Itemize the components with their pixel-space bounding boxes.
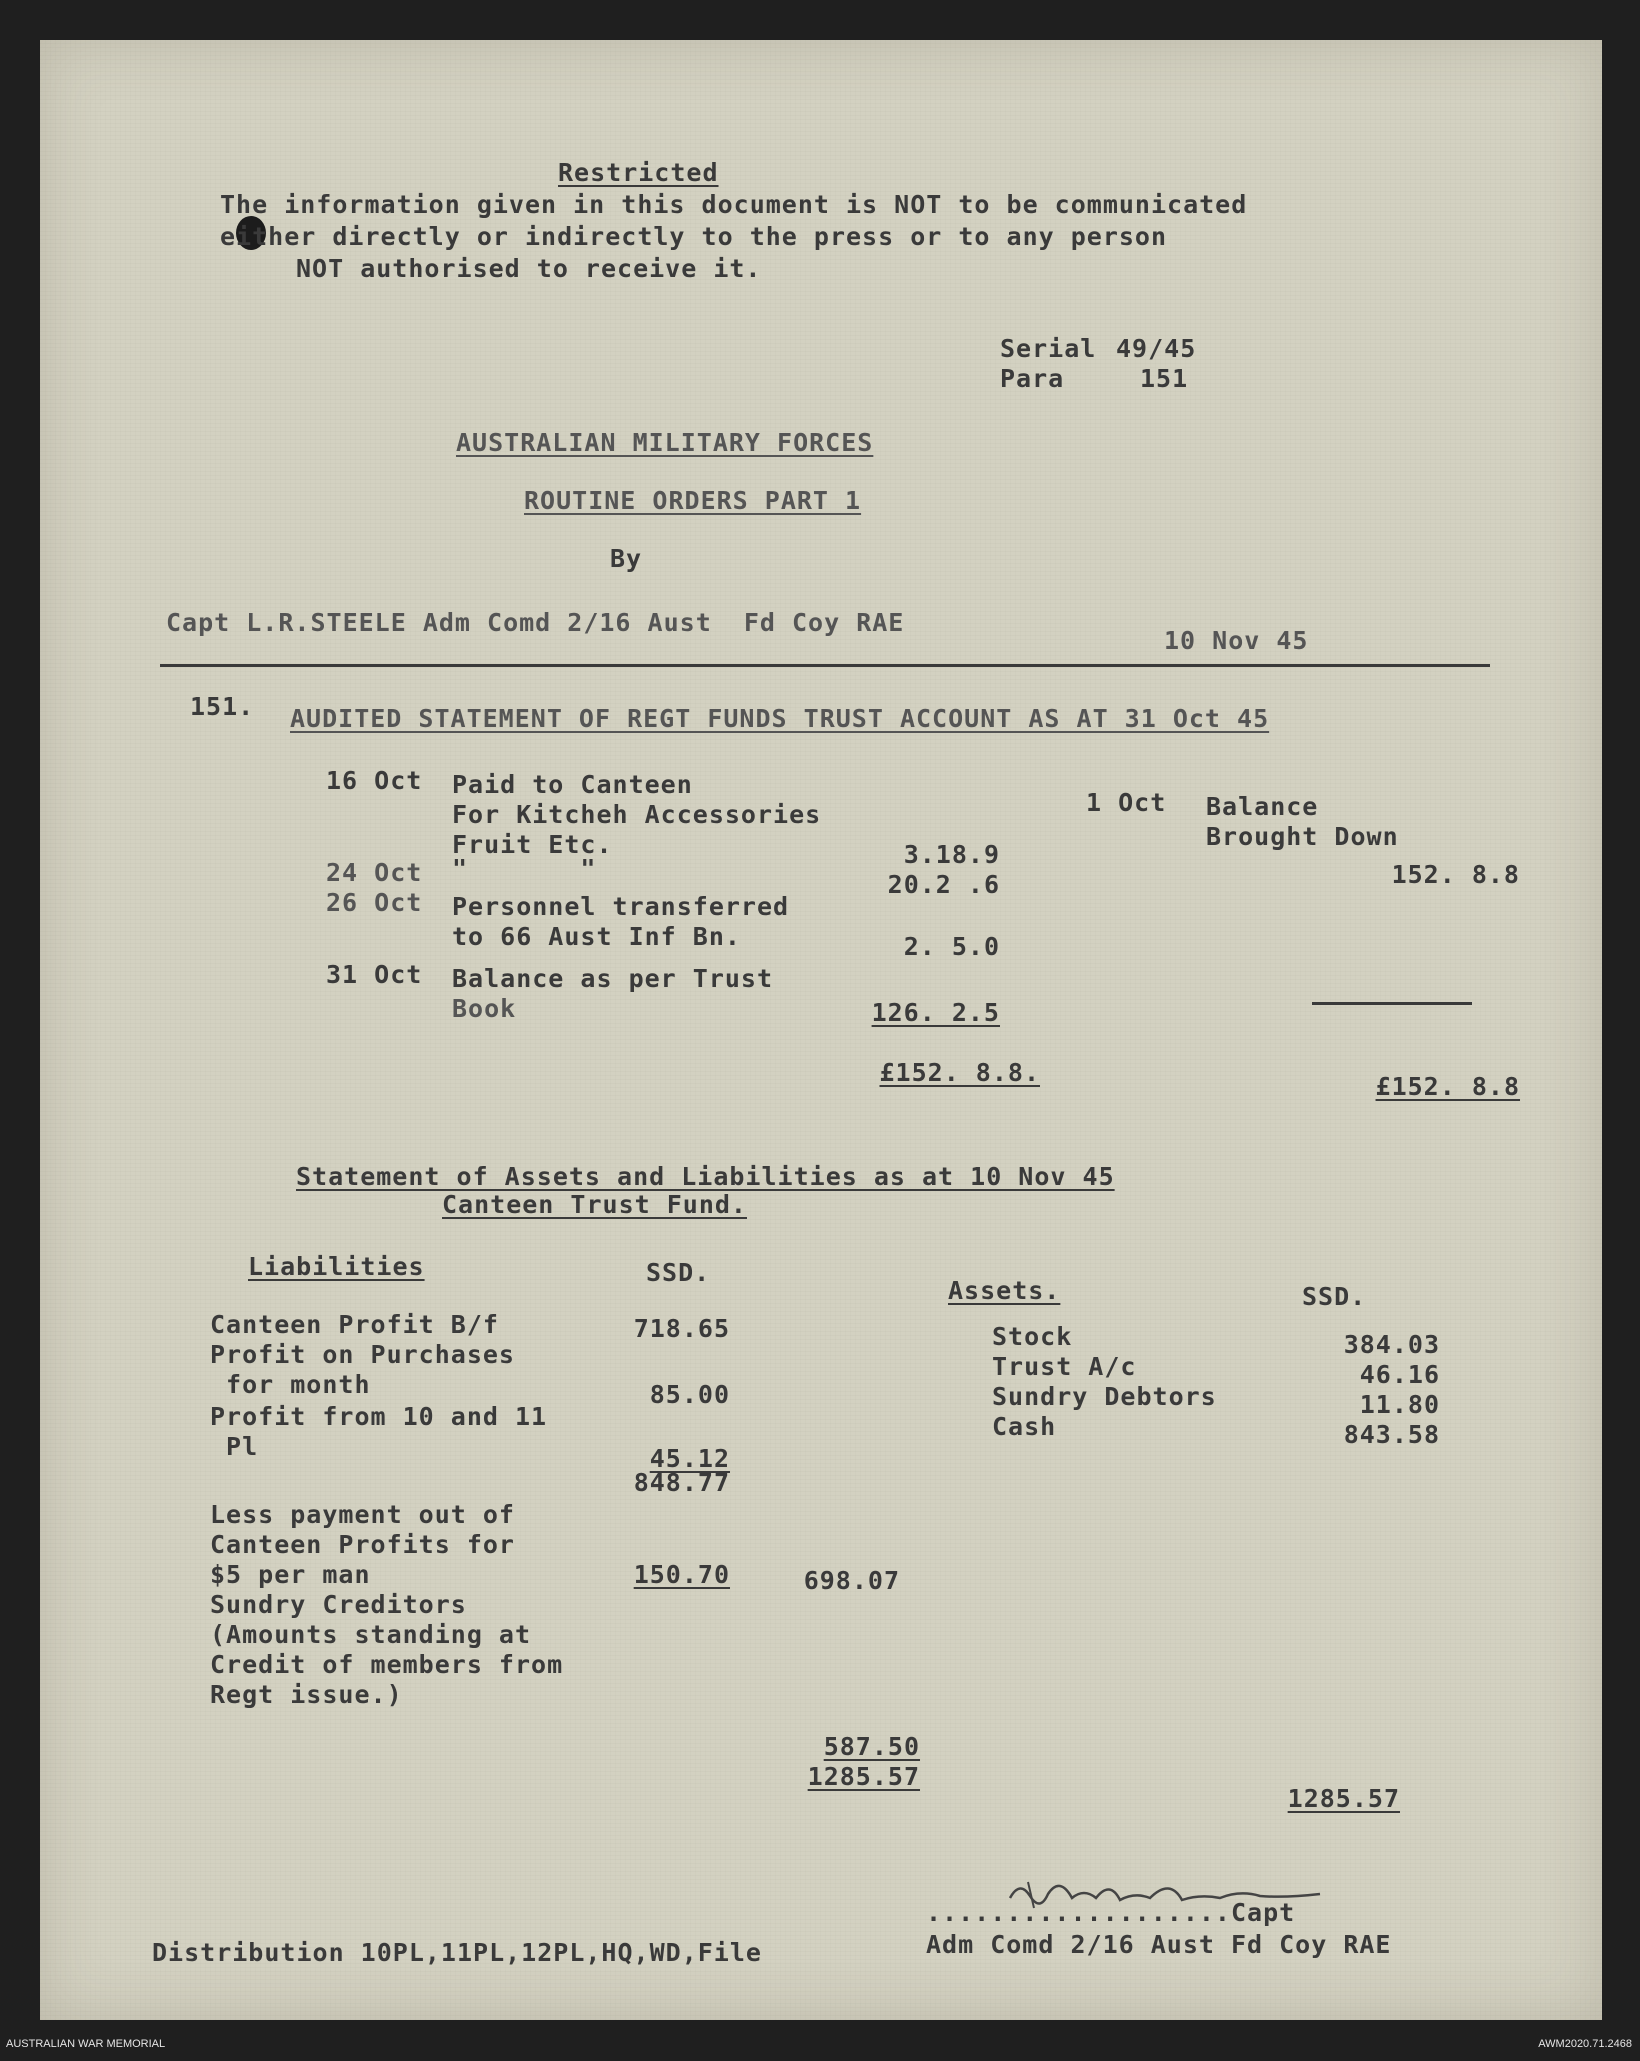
sundry-creditors-line: Credit of members from xyxy=(210,1650,564,1679)
debit-date: 16 Oct xyxy=(326,766,423,795)
debit-desc: Balance as per Trust xyxy=(452,964,774,993)
assets-currency: SSD. xyxy=(1302,1282,1367,1311)
debit-amount: 126. 2.5 xyxy=(871,998,1000,1027)
debit-date: 31 Oct xyxy=(326,960,423,989)
notice-line-2: either directly or indirectly to the press or to any person xyxy=(220,222,1168,251)
para-label: Para xyxy=(1000,364,1065,393)
footer-archive-label: AUSTRALIAN WAR MEMORIAL xyxy=(6,2038,166,2050)
debit-desc: Book xyxy=(452,994,517,1023)
sundry-creditors-line: Regt issue.) xyxy=(210,1680,403,1709)
serial-label: Serial xyxy=(1000,334,1097,363)
liability-item: Profit on Purchases xyxy=(210,1340,515,1369)
liability-value: 45.12 xyxy=(649,1444,730,1473)
asset-item: Trust A/c xyxy=(992,1352,1137,1381)
credit-rule xyxy=(1312,1002,1472,1005)
asset-item: Sundry Debtors xyxy=(992,1382,1217,1411)
distribution-line: Distribution 10PL,11PL,12PL,HQ,WD,File xyxy=(152,1938,762,1967)
serial-value: 49/45 xyxy=(1116,334,1197,363)
credit-desc-line1: Balance xyxy=(1206,792,1319,821)
liabilities-currency: SSD. xyxy=(646,1258,711,1287)
liabilities-total: 1285.57 xyxy=(807,1762,920,1791)
liability-item: Profit from 10 and 11 xyxy=(210,1402,548,1431)
liability-item: Pl xyxy=(210,1432,259,1461)
title-line-1: AUSTRALIAN MILITARY FORCES xyxy=(456,428,874,457)
sundry-creditors-line: Sundry Creditors xyxy=(210,1590,467,1619)
canteen-heading-line2: Canteen Trust Fund. xyxy=(442,1190,747,1219)
canteen-heading-line1: Statement of Assets and Liabilities as at 10 Nov 45 xyxy=(296,1162,1115,1191)
heading-rule xyxy=(160,664,1490,667)
section-number: 151. xyxy=(190,692,255,721)
footer-reference: AWM2020.71.2468 xyxy=(1538,2038,1632,2050)
debit-desc: " " xyxy=(452,854,597,883)
asset-value: 384.03 xyxy=(1343,1330,1440,1359)
notice-line-3: NOT authorised to receive it. xyxy=(296,254,762,283)
debit-desc: Paid to Canteen xyxy=(452,770,693,799)
debit-desc: For Kitcheh Accessories xyxy=(452,800,822,829)
asset-value: 843.58 xyxy=(1343,1420,1440,1449)
asset-item: Stock xyxy=(992,1322,1073,1351)
issue-date: 10 Nov 45 xyxy=(1164,626,1309,655)
assets-total: 1285.57 xyxy=(1287,1784,1400,1813)
less-payment-line: $5 per man xyxy=(210,1560,371,1589)
credit-desc-line2: Brought Down xyxy=(1206,822,1399,851)
sundry-creditors-value: 587.50 xyxy=(823,1732,920,1761)
liability-item: for month xyxy=(210,1370,371,1399)
debit-amount: 2. 5.0 xyxy=(903,932,1000,961)
liability-value: 85.00 xyxy=(649,1380,730,1409)
credit-date: 1 Oct xyxy=(1086,788,1167,817)
liabilities-label: Liabilities xyxy=(248,1252,425,1281)
liability-subtotal: 848.77 xyxy=(633,1468,730,1497)
less-payment-line: Canteen Profits for xyxy=(210,1530,515,1559)
asset-value: 11.80 xyxy=(1359,1390,1440,1419)
signoff-unit: Adm Comd 2/16 Aust Fd Coy RAE xyxy=(926,1930,1392,1959)
debit-amount: 20.2 .6 xyxy=(887,870,1000,899)
restricted-heading: Restricted xyxy=(558,158,719,187)
section-heading: AUDITED STATEMENT OF REGT FUNDS TRUST ACCOUNT AS AT 31 Oct 45 xyxy=(290,704,1270,733)
debit-amount: 3.18.9 xyxy=(903,840,1000,869)
asset-value: 46.16 xyxy=(1359,1360,1440,1389)
credit-amount: 152. 8.8 xyxy=(1391,860,1520,889)
net-profit-value: 698.07 xyxy=(803,1566,900,1595)
debit-total: £152. 8.8. xyxy=(879,1058,1040,1087)
less-payment-value: 150.70 xyxy=(633,1560,730,1589)
liability-item: Canteen Profit B/f xyxy=(210,1310,499,1339)
title-by: By xyxy=(610,544,643,573)
less-payment-line: Less payment out of xyxy=(210,1500,515,1529)
issuer-line: Capt L.R.STEELE Adm Comd 2/16 Aust Fd Coy RAE xyxy=(166,608,905,637)
document-page xyxy=(40,40,1602,2020)
assets-label: Assets. xyxy=(948,1276,1061,1305)
title-line-2: ROUTINE ORDERS PART 1 xyxy=(524,486,862,515)
debit-date: 26 Oct xyxy=(326,888,423,917)
debit-desc: to 66 Aust Inf Bn. xyxy=(452,922,741,951)
sundry-creditors-line: (Amounts standing at xyxy=(210,1620,532,1649)
debit-desc: Personnel transferred xyxy=(452,892,790,921)
liability-value: 718.65 xyxy=(633,1314,730,1343)
credit-total: £152. 8.8 xyxy=(1375,1072,1520,1101)
signature-line: ...................Capt xyxy=(926,1898,1296,1927)
asset-item: Cash xyxy=(992,1412,1057,1441)
para-value: 151 xyxy=(1140,364,1189,393)
debit-desc: Fruit Etc. xyxy=(452,830,613,859)
notice-line-1: The information given in this document is NOT to be communicated xyxy=(220,190,1248,219)
debit-date: 24 Oct xyxy=(326,858,423,887)
